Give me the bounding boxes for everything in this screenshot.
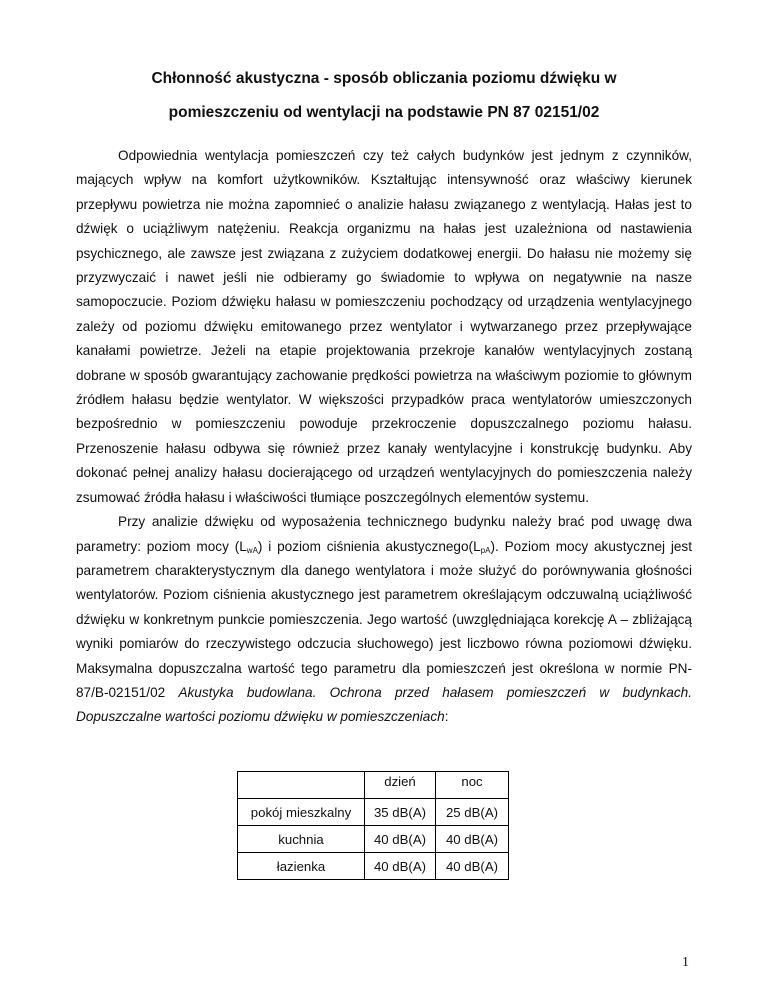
table-row <box>238 853 509 880</box>
noise-limits-table <box>237 771 509 880</box>
norm-title: Akustyka budowlana. Ochrona przed hałasem pomieszczeń w budynkach. Dopuszczalne wartości poziomu dźwięku w pomieszczeniach <box>76 684 693 725</box>
table-row <box>238 799 509 826</box>
page-number: 1 <box>682 955 689 970</box>
subscript-pa: pA <box>480 545 491 555</box>
title-line-2: pomieszczeniu od wentylacji na podstawie PN 87 02151/02 <box>168 104 600 121</box>
table-row <box>238 826 509 853</box>
subscript-wa: wA <box>246 545 258 555</box>
table-cell-day: 40 dB(A) <box>365 853 436 880</box>
table-cell-day: 40 dB(A) <box>365 826 436 853</box>
table-cell-night: 40 dB(A) <box>436 853 509 880</box>
document-title <box>60 62 708 130</box>
table-cell-night: 25 dB(A) <box>436 799 509 826</box>
document-body <box>76 144 692 730</box>
table-cell-night: 40 dB(A) <box>436 826 509 853</box>
title-line-1: Chłonność akustyczna - sposób obliczania poziomu dźwięku w <box>151 70 617 87</box>
table-header-day: dzień <box>365 772 436 799</box>
table-header-cell <box>238 772 365 799</box>
table-cell-room: pokój mieszkalny <box>238 799 365 826</box>
paragraph-1: Odpowiednia wentylacja pomieszczeń czy też całych budynków jest jednym z czynników, mających wpływ na komfort użytkowników. Kształtując intensywność oraz właściwy kierunek przepływu powietrza nie można zapomnieć o analizie hałasu związanego z wentylacją. Hałas jest to dźwięk o uciążliwym natężeniu. Reakcja organizmu na hałas jest uzależniona od nastawienia psychicznego, ale zawsze jest związana z zużyciem dodatkowej energii. Do hałasu nie możemy się przyzwyczaić i nawet jeśli nie odbieramy go świadomie to wpływa on negatywnie na nasze samopoczucie. Poziom dźwięku hałasu w pomieszczeniu pochodzący od urządzenia wentylacyjnego zależy od poziomu dźwięku emitowanego przez wentylator i wytwarzanego przez przepływające kanałami powietrze. Jeżeli na etapie projektowania przekroje kanałów wentylacyjnych zostaną dobrane w sposób gwarantujący zachowanie prędkości powietrza na właściwym poziomie to głównym źródłem hałasu będzie wentylator. W większości przypadków praca wentylatorów umieszczonych bezpośrednio w pomieszczeniu powoduje przekroczenie dopuszczalnego poziomu hałasu. Przenoszenie hałasu odbywa się również przez kanały wentylacyjne i konstrukcję budynku. Aby dokonać pełnej analizy hałasu docierającego od urządzeń wentylacyjnych do pomieszczenia należy zsumować źródła hałasu i właściwości tłumiące poszczególnych elementów systemu. <box>76 148 692 505</box>
table-header-row <box>238 772 509 799</box>
table-cell-room: kuchnia <box>238 826 365 853</box>
paragraph-2-part-1: Przy analizie dźwięku od wyposażenia technicznego budynku należy brać pod uwagę dwa parametry: poziom mocy (L <box>76 514 692 554</box>
paragraph-2-part-4: : <box>444 709 449 725</box>
table-cell-room: łazienka <box>238 853 365 880</box>
table-cell-day: 35 dB(A) <box>365 799 436 826</box>
table-header-night: noc <box>436 772 509 799</box>
paragraph-2 <box>76 510 692 730</box>
paragraph-2-part-2: ) i poziom ciśnienia akustycznego(L <box>257 538 481 554</box>
paragraph-2-part-3: ). Poziom mocy akustycznej jest parametrem charakterystycznym dla danego wentylatora i może służyć do porównywania głośności wentylatorów. Poziom ciśnienia akustycznego jest parametrem określającym odczuwalną uciążliwość dźwięku w konkretnym punkcie pomieszczenia. Jego wartość (uwzględniająca korekcję A – zbliżającą wyniki pomiarów do rzeczywistego odczucia słuchowego) jest liczbowo równa poziomowi dźwięku. Maksymalna dopuszczalna wartość tego parametru dla pomieszczeń jest określona w normie PN-87/B-02151/02 <box>76 538 692 700</box>
